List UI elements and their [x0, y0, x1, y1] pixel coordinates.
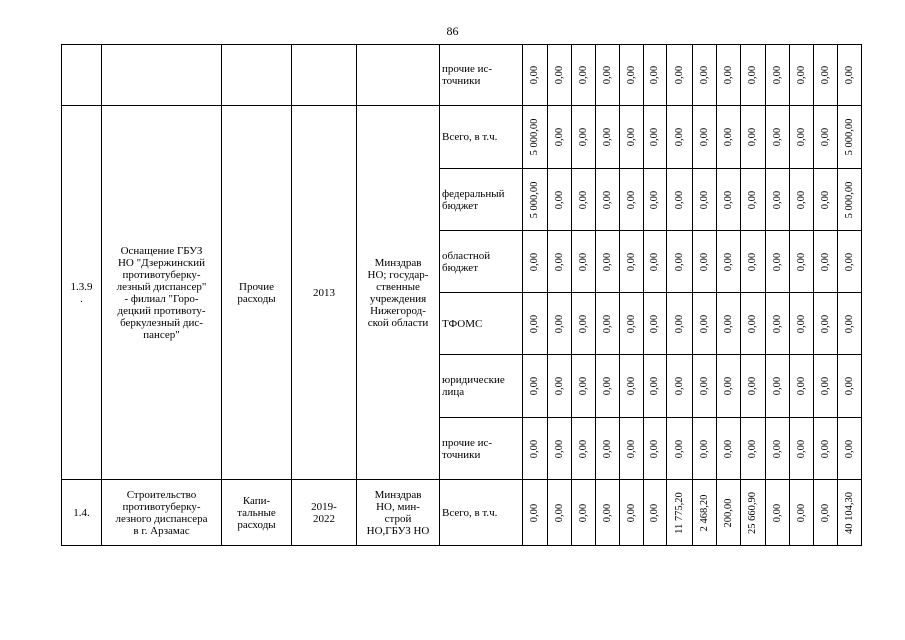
value-text: 0,00 — [649, 376, 660, 396]
value-cell — [644, 106, 667, 169]
value-text: 0,00 — [673, 190, 685, 209]
item-executor: Минздрав НО; государ- ственные учреждения Нижегород- ской области — [357, 106, 440, 480]
value-text: 0,00 — [673, 65, 685, 85]
value-text: 0,00 — [601, 190, 613, 209]
value-cell — [766, 293, 790, 355]
value-cell — [693, 231, 717, 293]
item-name: Строительство противотуберку- лезного диспансера в г. Арзамас — [102, 480, 222, 546]
value-text: 0,00 — [819, 439, 831, 458]
value-cell — [693, 293, 717, 355]
value-cell — [693, 480, 717, 546]
value-cell — [644, 169, 667, 231]
value-cell — [548, 45, 572, 106]
value-cell — [572, 480, 596, 546]
value-cell — [644, 231, 667, 293]
value-cell — [741, 418, 766, 480]
value-text: 0,00 — [722, 127, 734, 147]
value-cell — [741, 169, 766, 231]
value-text: 25 660,90 — [747, 491, 758, 534]
value-text: 0,00 — [553, 314, 565, 333]
value-text: 0,00 — [649, 314, 660, 333]
value-cell — [644, 45, 667, 106]
value-text: 0,00 — [673, 252, 685, 271]
value-cell — [548, 231, 572, 293]
value-cell — [548, 418, 572, 480]
item-category: Капи- тальные расходы — [222, 480, 292, 546]
name-cell — [102, 45, 222, 106]
item-code: 1.3.9 . — [62, 106, 102, 480]
value-cell — [693, 106, 717, 169]
value-cell — [523, 45, 548, 106]
value-text: 0,00 — [795, 376, 807, 396]
value-text: 0,00 — [747, 65, 758, 85]
value-text: 0,00 — [625, 190, 637, 209]
value-text: 0,00 — [795, 252, 807, 271]
value-cell — [620, 293, 644, 355]
item-name: Оснащение ГБУЗ НО "Дзержинский противотуберку- лезный диспансер" - филиал "Горо- децкий противоту- беркулезный дис- пансер" — [102, 106, 222, 480]
value-cell — [741, 106, 766, 169]
executor-cell — [357, 45, 440, 106]
value-cell — [596, 106, 620, 169]
value-cell — [693, 418, 717, 480]
value-cell — [548, 106, 572, 169]
value-cell — [667, 45, 693, 106]
value-cell — [790, 293, 814, 355]
budget-table — [61, 44, 862, 546]
value-text: 0,00 — [747, 314, 758, 333]
value-text: 0,00 — [625, 503, 637, 522]
value-cell — [644, 293, 667, 355]
value-cell — [620, 45, 644, 106]
value-cell — [838, 418, 862, 480]
value-text: 0,00 — [819, 503, 831, 522]
value-cell — [596, 45, 620, 106]
value-text: 0,00 — [673, 127, 685, 147]
value-text: 0,00 — [819, 314, 831, 333]
value-cell — [766, 45, 790, 106]
value-cell — [838, 106, 862, 169]
value-text: 0,00 — [625, 376, 637, 396]
value-cell — [644, 355, 667, 418]
value-text: 0,00 — [625, 127, 637, 147]
value-cell — [523, 169, 548, 231]
value-text: 0,00 — [843, 439, 855, 458]
value-cell — [814, 45, 838, 106]
value-cell — [548, 169, 572, 231]
value-text: 0,00 — [649, 190, 660, 209]
value-text: 0,00 — [553, 65, 565, 85]
value-cell — [814, 106, 838, 169]
value-text: 11 775,20 — [673, 491, 685, 534]
category-cell — [222, 45, 292, 106]
value-text: 0,00 — [698, 127, 710, 147]
value-text: 0,00 — [722, 190, 734, 209]
code-cell — [62, 45, 102, 106]
value-cell — [717, 480, 741, 546]
value-cell — [766, 231, 790, 293]
value-cell — [838, 480, 862, 546]
value-cell — [667, 231, 693, 293]
value-cell — [814, 355, 838, 418]
value-text: 0,00 — [843, 65, 855, 85]
value-text: 0,00 — [625, 65, 637, 85]
value-text: 0,00 — [673, 314, 685, 333]
value-text: 0,00 — [771, 65, 783, 85]
value-cell — [572, 418, 596, 480]
value-text: 0,00 — [771, 190, 783, 209]
value-text: 0,00 — [722, 314, 734, 333]
value-text: 0,00 — [577, 503, 589, 522]
value-text: 0,00 — [553, 252, 565, 271]
value-text: 0,00 — [577, 252, 589, 271]
value-cell — [790, 355, 814, 418]
value-text: 0,00 — [553, 127, 565, 147]
value-cell — [644, 480, 667, 546]
value-text: 0,00 — [649, 65, 660, 85]
value-cell — [572, 106, 596, 169]
value-text: 0,00 — [601, 376, 613, 396]
value-cell — [667, 169, 693, 231]
value-text: 2 468,20 — [698, 494, 710, 531]
value-text: 200,00 — [722, 498, 734, 527]
table-row — [62, 45, 862, 106]
value-text: 0,00 — [673, 376, 685, 396]
value-text: 0,00 — [795, 314, 807, 333]
value-text: 0,00 — [649, 439, 660, 458]
value-cell — [838, 293, 862, 355]
value-text: 0,00 — [771, 127, 783, 147]
value-text: 0,00 — [529, 314, 540, 333]
period-cell — [292, 45, 357, 106]
value-text: 0,00 — [819, 376, 831, 396]
value-cell — [790, 45, 814, 106]
value-cell — [693, 45, 717, 106]
value-text: 0,00 — [553, 376, 565, 396]
value-text: 0,00 — [819, 127, 831, 147]
value-text: 0,00 — [529, 65, 540, 85]
value-text: 0,00 — [529, 439, 540, 458]
value-text: 0,00 — [771, 376, 783, 396]
value-cell — [644, 418, 667, 480]
value-cell — [572, 293, 596, 355]
value-text: 0,00 — [747, 252, 758, 271]
value-text: 0,00 — [819, 65, 831, 85]
source-label: Всего, в т.ч. — [440, 106, 523, 169]
value-text: 0,00 — [577, 439, 589, 458]
value-cell — [766, 418, 790, 480]
value-cell — [620, 106, 644, 169]
value-text: 0,00 — [795, 439, 807, 458]
table-row — [62, 106, 862, 169]
value-cell — [814, 418, 838, 480]
value-text: 0,00 — [649, 503, 660, 522]
value-cell — [717, 355, 741, 418]
value-cell — [523, 231, 548, 293]
value-text: 0,00 — [529, 252, 540, 271]
value-text: 0,00 — [601, 503, 613, 522]
value-cell — [596, 231, 620, 293]
value-cell — [667, 106, 693, 169]
value-cell — [572, 355, 596, 418]
value-text: 0,00 — [819, 252, 831, 271]
value-cell — [523, 355, 548, 418]
value-cell — [766, 106, 790, 169]
value-cell — [596, 418, 620, 480]
value-cell — [667, 293, 693, 355]
value-text: 0,00 — [771, 503, 783, 522]
value-cell — [838, 169, 862, 231]
value-text: 0,00 — [722, 65, 734, 85]
item-code: 1.4. — [62, 480, 102, 546]
source-label: юридические лица — [440, 355, 523, 418]
value-text: 0,00 — [698, 439, 710, 458]
source-label: прочие ис- точники — [440, 45, 523, 106]
value-text: 0,00 — [553, 190, 565, 209]
value-text: 0,00 — [698, 65, 710, 85]
value-cell — [620, 169, 644, 231]
item-category: Прочие расходы — [222, 106, 292, 480]
value-cell — [596, 169, 620, 231]
value-text: 0,00 — [819, 190, 831, 209]
value-cell — [814, 231, 838, 293]
value-cell — [572, 169, 596, 231]
value-cell — [620, 418, 644, 480]
value-text: 0,00 — [795, 127, 807, 147]
value-cell — [717, 106, 741, 169]
value-cell — [693, 355, 717, 418]
page-number: 86 — [446, 24, 459, 38]
value-text: 0,00 — [698, 190, 710, 209]
value-text: 0,00 — [625, 314, 637, 333]
value-cell — [766, 169, 790, 231]
value-text: 5 000,00 — [843, 181, 855, 218]
value-text: 0,00 — [601, 314, 613, 333]
value-text: 0,00 — [601, 127, 613, 147]
value-cell — [790, 231, 814, 293]
value-text: 0,00 — [795, 65, 807, 85]
value-text: 0,00 — [771, 252, 783, 271]
value-text: 0,00 — [577, 190, 589, 209]
value-text: 0,00 — [601, 252, 613, 271]
source-label: федеральный бюджет — [440, 169, 523, 231]
value-cell — [523, 418, 548, 480]
value-text: 0,00 — [722, 376, 734, 396]
value-cell — [766, 480, 790, 546]
value-text: 0,00 — [795, 190, 807, 209]
value-text: 0,00 — [553, 439, 565, 458]
value-cell — [548, 355, 572, 418]
value-cell — [596, 293, 620, 355]
value-cell — [741, 45, 766, 106]
value-cell — [790, 169, 814, 231]
value-cell — [548, 480, 572, 546]
value-text: 0,00 — [529, 376, 540, 396]
value-text: 0,00 — [722, 439, 734, 458]
value-cell — [717, 293, 741, 355]
item-executor: Минздрав НО, мин- строй НО,ГБУЗ НО — [357, 480, 440, 546]
value-text: 0,00 — [843, 252, 855, 271]
value-text: 0,00 — [673, 439, 685, 458]
value-cell — [667, 355, 693, 418]
value-text: 0,00 — [747, 190, 758, 209]
value-text: 0,00 — [625, 439, 637, 458]
value-cell — [667, 480, 693, 546]
value-text: 0,00 — [747, 439, 758, 458]
value-text: 0,00 — [722, 252, 734, 271]
value-text: 5 000,00 — [529, 181, 540, 218]
value-text: 0,00 — [601, 439, 613, 458]
value-text: 0,00 — [577, 376, 589, 396]
value-cell — [572, 231, 596, 293]
value-text: 0,00 — [577, 314, 589, 333]
table-row — [62, 480, 862, 546]
value-text: 0,00 — [577, 65, 589, 85]
value-cell — [741, 355, 766, 418]
value-cell — [572, 45, 596, 106]
value-cell — [523, 106, 548, 169]
value-cell — [717, 45, 741, 106]
value-text: 0,00 — [771, 314, 783, 333]
value-cell — [814, 293, 838, 355]
value-text: 0,00 — [698, 376, 710, 396]
value-cell — [620, 480, 644, 546]
value-cell — [717, 169, 741, 231]
value-cell — [717, 231, 741, 293]
value-text: 0,00 — [795, 503, 807, 522]
value-cell — [766, 355, 790, 418]
value-cell — [838, 355, 862, 418]
value-cell — [548, 293, 572, 355]
value-text: 0,00 — [771, 439, 783, 458]
value-text: 0,00 — [553, 503, 565, 522]
value-cell — [523, 480, 548, 546]
value-text: 5 000,00 — [843, 118, 855, 156]
value-text: 0,00 — [529, 503, 540, 522]
value-cell — [596, 480, 620, 546]
value-text: 0,00 — [843, 314, 855, 333]
value-cell — [620, 231, 644, 293]
value-text: 0,00 — [649, 127, 660, 147]
item-period: 2013 — [292, 106, 357, 480]
value-text: 0,00 — [577, 127, 589, 147]
value-cell — [596, 355, 620, 418]
value-cell — [814, 169, 838, 231]
value-cell — [693, 169, 717, 231]
source-label: Всего, в т.ч. — [440, 480, 523, 546]
value-text: 0,00 — [747, 127, 758, 147]
item-period: 2019- 2022 — [292, 480, 357, 546]
value-cell — [814, 480, 838, 546]
value-text: 0,00 — [747, 376, 758, 396]
value-cell — [790, 106, 814, 169]
value-cell — [838, 45, 862, 106]
value-text: 0,00 — [649, 252, 660, 271]
source-label: прочие ис- точники — [440, 418, 523, 480]
value-cell — [717, 418, 741, 480]
value-cell — [523, 293, 548, 355]
value-text: 0,00 — [625, 252, 637, 271]
value-cell — [790, 418, 814, 480]
value-cell — [741, 231, 766, 293]
value-cell — [667, 418, 693, 480]
value-cell — [741, 293, 766, 355]
value-text: 0,00 — [698, 314, 710, 333]
value-text: 0,00 — [843, 376, 855, 396]
value-text: 5 000,00 — [529, 118, 540, 156]
value-text: 0,00 — [601, 65, 613, 85]
value-cell — [741, 480, 766, 546]
source-label: областной бюджет — [440, 231, 523, 293]
value-cell — [838, 231, 862, 293]
value-cell — [620, 355, 644, 418]
value-text: 0,00 — [698, 252, 710, 271]
source-label: ТФОМС — [440, 293, 523, 355]
value-text: 40 104,30 — [843, 491, 855, 534]
value-cell — [790, 480, 814, 546]
